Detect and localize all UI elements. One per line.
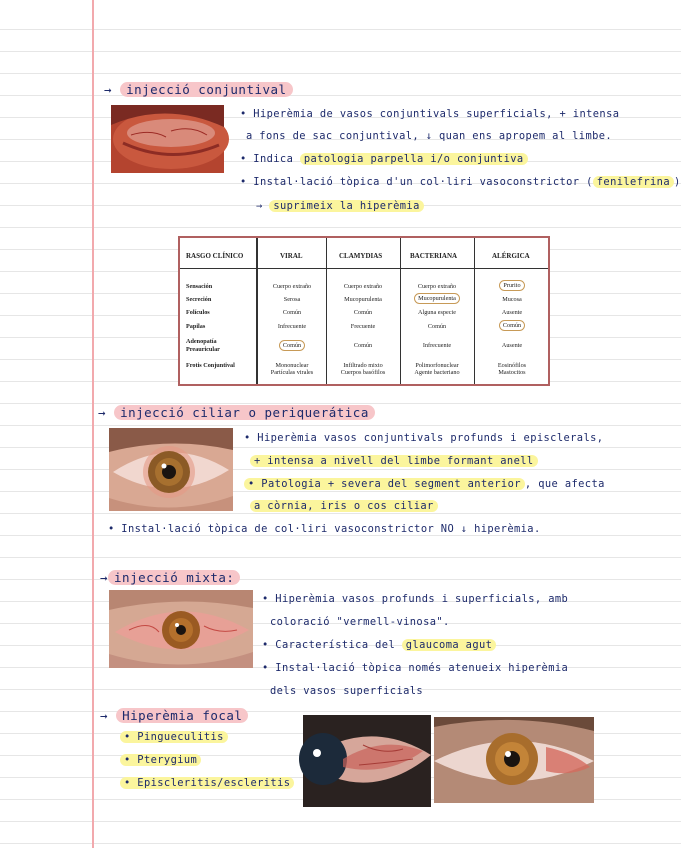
table-header: CLAMYDIAS <box>339 252 383 260</box>
focal-item-pingueculitis <box>120 731 228 743</box>
s2-line-4 <box>250 500 438 512</box>
table-cell: Común <box>427 323 447 330</box>
arrow-icon: → <box>104 82 113 97</box>
heading-text: injecció conjuntival <box>120 82 293 97</box>
text: • Instal·lació tòpica d'un col·liri vasoconstrictor ( <box>240 176 593 188</box>
row-label: Sensación <box>186 283 213 290</box>
photo-pterygium <box>303 715 431 807</box>
s1-line-4 <box>240 176 681 188</box>
s3-line-2: coloració "vermell-vinosa". <box>270 616 450 628</box>
table-header: RASGO CLÍNICO <box>186 252 244 260</box>
section-heading-hiperemia-focal <box>100 708 248 723</box>
highlight-text: • Episcleritis/escleritis <box>120 777 294 789</box>
row-label: Adenopatía <box>186 338 217 345</box>
s1-line-3 <box>240 153 528 165</box>
circled-text: Prurito <box>499 280 524 291</box>
highlight-text: patologia parpella i/o conjuntiva <box>300 153 528 165</box>
text: • Indica <box>240 153 294 165</box>
s1-line-1: • Hiperèmia de vasos conjuntivals superficials, + intensa <box>240 108 620 120</box>
table-cell: Agente bacteriano <box>414 369 460 376</box>
table-cell: Polimorfonuclear <box>415 362 459 369</box>
table-cell: Ausente <box>501 309 523 316</box>
table-cell: Mononuclear <box>275 362 309 369</box>
divider <box>256 238 258 384</box>
s1-line-5 <box>256 200 424 212</box>
table-cell: Eosinófilos <box>497 362 527 369</box>
table-cell-circled <box>480 282 544 289</box>
s3-line-1: • Hiperèmia vasos profunds i superficials, amb <box>262 593 569 605</box>
s3-line-3 <box>262 639 496 651</box>
text: ) <box>673 176 681 188</box>
circled-text: Común <box>279 340 305 351</box>
table-cell: Ausente <box>501 342 523 349</box>
table-cell: Infrecuente <box>422 342 452 349</box>
circled-text: Mucopurulenta <box>414 293 460 304</box>
table-cell: Cuerpo extraño <box>272 283 312 290</box>
highlight-text: • Pterygium <box>120 754 201 766</box>
s3-line-4: • Instal·lació tòpica només atenueix hiperèmia <box>262 662 569 674</box>
section-heading-injeccio-conjuntival <box>104 82 293 97</box>
highlight-text: glaucoma agut <box>402 639 497 651</box>
highlight-text: suprimeix la hiperèmia <box>269 200 423 212</box>
table-cell: Infiltrado mixto <box>343 362 383 369</box>
table-cell: Común <box>353 309 373 316</box>
table-cell: Frecuente <box>350 323 376 330</box>
table-cell: Mucosa <box>502 296 522 303</box>
table-cell: Cuerpos basófilos <box>340 369 386 376</box>
table-header: ALÉRGICA <box>492 252 530 260</box>
clinical-features-table <box>178 236 550 386</box>
photo-mixed-injection <box>109 590 253 668</box>
table-cell: Cuerpo extraño <box>417 283 457 290</box>
table-cell: Común <box>353 342 373 349</box>
circled-text: Común <box>499 320 525 331</box>
table-cell-circled <box>405 295 469 302</box>
row-label: Folículos <box>186 309 210 316</box>
table-header: VIRAL <box>280 252 303 260</box>
s2-line-5: • Instal·lació tòpica de col·liri vasoconstrictor NO ↓ hiperèmia. <box>108 523 541 535</box>
section-heading-injeccio-mixta <box>100 570 240 585</box>
arrow-icon: → <box>100 708 109 723</box>
focal-item-pterygium <box>120 754 201 766</box>
row-label: Preauricular <box>186 346 220 353</box>
highlight-text: • Pingueculitis <box>120 731 228 743</box>
highlight-text: • Patologia + severa del segment anterior <box>244 478 525 490</box>
focal-item-episcleritis <box>120 777 294 789</box>
table-cell: Alguna especie <box>418 309 456 316</box>
row-label: Secreción <box>186 296 212 303</box>
row-label: Frotis Conjuntival <box>186 362 235 369</box>
photo-conjunctival-injection <box>111 105 224 173</box>
table-cell: Serosa <box>283 296 301 303</box>
table-cell: Cuerpo extraño <box>343 283 383 290</box>
divider <box>180 268 548 269</box>
text: , que afecta <box>524 478 605 490</box>
divider <box>400 238 401 384</box>
table-cell: Partículas virales <box>270 369 314 376</box>
arrow-icon: → <box>100 570 109 585</box>
highlight-text: fenilefrina <box>593 176 674 188</box>
s3-line-5: dels vasos superficials <box>270 685 424 697</box>
table-cell: Infrecuente <box>277 323 307 330</box>
notebook-margin-line <box>92 0 94 848</box>
highlight-text: + intensa a nivell del limbe formant anell <box>250 455 538 467</box>
photo-ciliary-injection <box>109 428 233 511</box>
heading-text: injecció mixta: <box>108 570 240 585</box>
divider <box>474 238 475 384</box>
highlight-text: a còrnia, iris o cos ciliar <box>250 500 438 512</box>
table-cell: Mastocitos <box>498 369 526 376</box>
s2-line-2 <box>250 455 538 467</box>
section-heading-injeccio-ciliar <box>98 405 375 420</box>
s2-line-3 <box>244 478 605 490</box>
heading-text: injecció ciliar o periquerática <box>114 405 375 420</box>
table-cell-circled <box>260 342 324 349</box>
s1-line-2: a fons de sac conjuntival, ↓ quan ens apropem al limbe. <box>246 130 613 142</box>
table-cell-circled <box>480 322 544 329</box>
arrow-icon: → <box>256 200 263 212</box>
table-header: BACTERIANA <box>410 252 458 260</box>
photo-episcleritis <box>434 717 594 803</box>
row-label: Papilas <box>186 323 206 330</box>
s2-line-1: • Hiperèmia vasos conjuntivals profunds i episclerals, <box>244 432 604 444</box>
divider <box>326 238 327 384</box>
arrow-icon: → <box>98 405 107 420</box>
heading-text: Hiperèmia focal <box>116 708 248 723</box>
table-cell: Mucopurulenta <box>344 296 382 303</box>
table-cell: Común <box>282 309 302 316</box>
text: • Característica del <box>262 639 396 651</box>
